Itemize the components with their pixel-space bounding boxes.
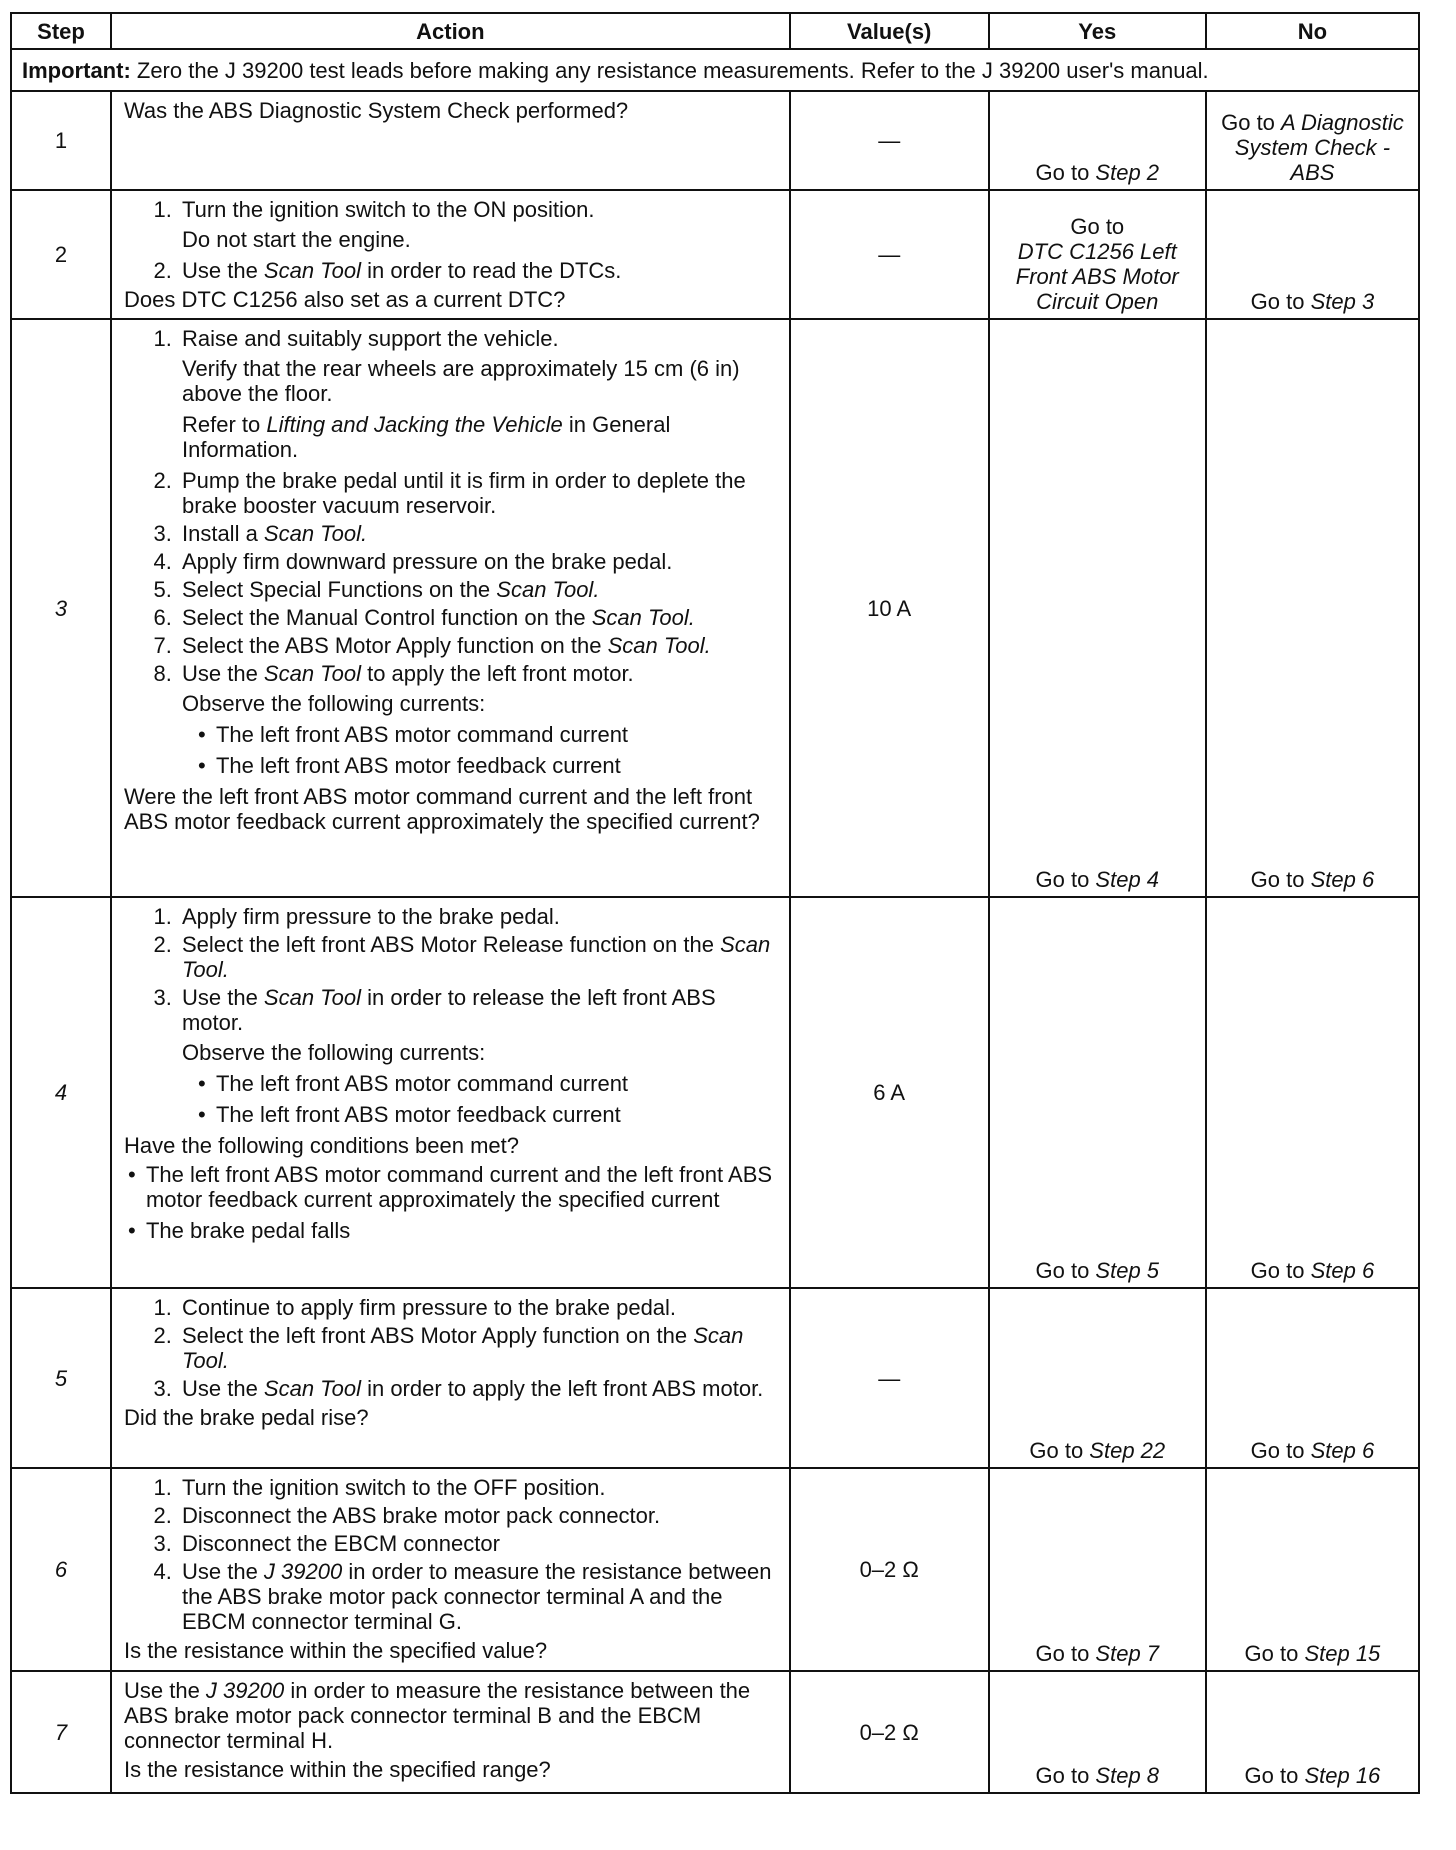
yes-cell (989, 319, 1206, 897)
yes-target-link[interactable]: Step 8 (1095, 1763, 1160, 1788)
list-item (178, 326, 777, 462)
yes-cell (989, 91, 1206, 190)
bullet-item: • The left front ABS motor feedback current (216, 753, 777, 778)
no-cell (1206, 91, 1419, 190)
list-item: 1. Turn the ignition switch to the OFF position. (178, 1475, 777, 1500)
condition-list (124, 1162, 777, 1243)
item-pre: Select Special Functions on the (181, 577, 497, 602)
item-italic: Scan Tool (263, 661, 361, 686)
item-italic: J 39200 (263, 1559, 343, 1584)
item-italic: Scan Tool. (181, 932, 771, 982)
value-cell: — (790, 190, 989, 319)
item-italic: Scan Tool. (263, 521, 368, 546)
no-target-link[interactable]: Step 16 (1304, 1763, 1381, 1788)
action-list (124, 326, 777, 778)
question-text: Does DTC C1256 also set as a current DTC? (123, 287, 566, 312)
yes-prefix: Go to (1035, 1258, 1096, 1283)
action-post: in order to measure the resistance between the ABS brake motor pack connector terminal B and the EBCM connector terminal H. (123, 1678, 751, 1753)
important-label: Important: (22, 57, 131, 83)
list-item: 3. Disconnect the EBCM connector (178, 1531, 777, 1556)
yes-cell (989, 897, 1206, 1288)
important-note-row (11, 49, 1419, 91)
bullet-item: • The left front ABS motor command current (216, 722, 777, 747)
no-prefix: Go to (1244, 1641, 1305, 1666)
question-text: Is the resistance within the specified range? (123, 1757, 551, 1782)
table-row (11, 190, 1419, 319)
yes-prefix: Go to (1029, 1438, 1090, 1463)
action-cell (111, 319, 790, 897)
item-post: in order to measure the resistance between the ABS brake motor pack connector terminal A and the EBCM connector terminal G. (181, 1559, 772, 1634)
question-text: Were the left front ABS motor command current and the left front ABS motor feedback current approximately the specified current? (123, 784, 760, 834)
item-pre: Use the (181, 258, 264, 283)
list-item: 2. Pump the brake pedal until it is firm in order to deplete the brake booster vacuum reservoir. (178, 468, 777, 518)
action-cell (111, 91, 790, 190)
no-target-link[interactable]: Step 6 (1310, 1258, 1375, 1283)
value-cell: 6 A (790, 897, 989, 1288)
value-cell: — (790, 91, 989, 190)
no-cell (1206, 1671, 1419, 1793)
step-number: 3 (11, 319, 111, 897)
yes-target-link[interactable]: DTC C1256 Left Front ABS Motor Circuit Open (1015, 239, 1179, 314)
table-row (11, 897, 1419, 1288)
table-row (11, 1468, 1419, 1671)
no-target-link[interactable]: Step 6 (1310, 867, 1375, 892)
item-italic: Scan Tool. (591, 605, 695, 630)
item-italic: Scan Tool (263, 1376, 361, 1401)
bullet-item: • The left front ABS motor feedback current (216, 1102, 777, 1127)
yes-target-link[interactable]: Step 5 (1095, 1258, 1160, 1283)
item-italic: Scan Tool. (496, 577, 600, 602)
item-text: Turn the ignition switch to the ON position. (181, 197, 595, 222)
item-italic: Scan Tool. (181, 1323, 744, 1373)
action-list (124, 197, 777, 283)
no-cell (1206, 190, 1419, 319)
note-pre: Refer to (181, 412, 267, 437)
list-item (178, 605, 777, 630)
no-prefix: Go to (1250, 289, 1311, 314)
item-pre: Use the (181, 985, 264, 1010)
action-cell (111, 1671, 790, 1793)
list-item (178, 633, 777, 658)
action-pre: Use the (123, 1678, 206, 1703)
action-cell (111, 190, 790, 319)
action-list (124, 1295, 777, 1401)
action-text (124, 1678, 777, 1753)
list-item: 4. Apply firm downward pressure on the brake pedal. (178, 549, 777, 574)
header-action: Action (111, 13, 790, 49)
bullet-item: • The left front ABS motor command current (216, 1071, 777, 1096)
action-cell (111, 1288, 790, 1468)
item-pre: Use the (181, 1559, 264, 1584)
bullet-list (182, 722, 777, 778)
yes-target-link[interactable]: Step 22 (1089, 1438, 1166, 1463)
no-target-link[interactable]: Step 15 (1304, 1641, 1381, 1666)
value-cell: 10 A (790, 319, 989, 897)
important-note (11, 49, 1419, 91)
no-target-link[interactable]: A Diagnostic System Check - ABS (1234, 110, 1404, 185)
bullet-list (182, 1071, 777, 1127)
item-italic: Scan Tool (263, 985, 361, 1010)
item-note: Do not start the engine. (181, 227, 411, 252)
item-post: in order to apply the left front ABS motor. (360, 1376, 764, 1401)
item-pre: Select the Manual Control function on the (181, 605, 592, 630)
no-prefix: Go to (1244, 1763, 1305, 1788)
no-cell (1206, 897, 1419, 1288)
no-prefix: Go to (1250, 867, 1311, 892)
list-item (178, 521, 777, 546)
step-number: 1 (11, 91, 111, 190)
step-number: 6 (11, 1468, 111, 1671)
table-row (11, 319, 1419, 897)
list-item: 1. Continue to apply firm pressure to the brake pedal. (178, 1295, 777, 1320)
yes-target-link[interactable]: Step 7 (1095, 1641, 1160, 1666)
no-target-link[interactable]: Step 6 (1310, 1438, 1375, 1463)
list-item: 2. Disconnect the ABS brake motor pack connector. (178, 1503, 777, 1528)
list-item (178, 661, 777, 778)
item-note: Observe the following currents: (181, 691, 486, 716)
yes-prefix: Go to (1035, 1763, 1096, 1788)
item-post: in order to release the left front ABS motor. (181, 985, 716, 1035)
step-number: 4 (11, 897, 111, 1288)
header-no: No (1206, 13, 1419, 49)
step-number: 2 (11, 190, 111, 319)
yes-prefix: Go to (1070, 214, 1125, 239)
item-italic: Scan Tool (263, 258, 361, 283)
list-item (178, 1559, 777, 1634)
item-post: in order to read the DTCs. (360, 258, 622, 283)
item-note: Verify that the rear wheels are approximately 15 cm (6 in) above the floor. (181, 356, 740, 406)
note-reference: Lifting and Jacking the Vehicle (266, 412, 563, 437)
table-row (11, 91, 1419, 190)
yes-prefix: Go to (1035, 867, 1096, 892)
action-cell (111, 897, 790, 1288)
value-cell: 0–2 Ω (790, 1671, 989, 1793)
no-target-link[interactable]: Step 3 (1310, 289, 1375, 314)
item-post: to apply the left front motor. (360, 661, 634, 686)
no-cell (1206, 319, 1419, 897)
yes-cell (989, 1468, 1206, 1671)
header-row (11, 13, 1419, 49)
action-list (124, 904, 777, 1127)
no-cell (1206, 1288, 1419, 1468)
item-note (182, 412, 777, 462)
item-italic: Scan Tool. (607, 633, 711, 658)
yes-target-link[interactable]: Step 4 (1095, 867, 1160, 892)
list-item (178, 577, 777, 602)
action-italic: J 39200 (205, 1678, 285, 1703)
item-pre: Install a (181, 521, 264, 546)
list-item (178, 197, 777, 252)
value-cell: — (790, 1288, 989, 1468)
item-pre: Use the (181, 661, 264, 686)
yes-prefix: Go to (1035, 160, 1096, 185)
item-note: Observe the following currents: (181, 1040, 486, 1065)
header-step: Step (11, 13, 111, 49)
list-item (178, 985, 777, 1127)
no-prefix: Go to (1250, 1258, 1311, 1283)
action-list (124, 1475, 777, 1634)
table-row (11, 1288, 1419, 1468)
list-item: 1. Apply firm pressure to the brake pedal. (178, 904, 777, 929)
yes-prefix: Go to (1035, 1641, 1096, 1666)
list-item (178, 932, 777, 982)
item-pre: Use the (181, 1376, 264, 1401)
diagnostic-table (10, 12, 1420, 1794)
important-text: Zero the J 39200 test leads before making any resistance measurements. Refer to the J 39200 user's manual. (130, 57, 1209, 83)
step-number: 7 (11, 1671, 111, 1793)
question-text: Have the following conditions been met? (123, 1133, 520, 1158)
yes-cell (989, 1671, 1206, 1793)
yes-target-link[interactable]: Step 2 (1095, 160, 1160, 185)
question-text: Is the resistance within the specified value? (123, 1638, 548, 1663)
list-item (178, 258, 777, 283)
note-post: in General Information. (181, 412, 671, 462)
no-prefix: Go to (1221, 110, 1282, 135)
list-item (178, 1376, 777, 1401)
question-text: Was the ABS Diagnostic System Check performed? (123, 98, 629, 123)
header-values: Value(s) (790, 13, 989, 49)
header-yes: Yes (989, 13, 1206, 49)
item-pre: Select the left front ABS Motor Apply function on the (181, 1323, 694, 1348)
no-cell (1206, 1468, 1419, 1671)
item-pre: Select the ABS Motor Apply function on the (181, 633, 608, 658)
item-text: Raise and suitably support the vehicle. (181, 326, 559, 351)
yes-cell (989, 190, 1206, 319)
value-cell: 0–2 Ω (790, 1468, 989, 1671)
no-prefix: Go to (1250, 1438, 1311, 1463)
step-number: 5 (11, 1288, 111, 1468)
question-text: Did the brake pedal rise? (123, 1405, 369, 1430)
condition-item: • The left front ABS motor command current and the left front ABS motor feedback current approximately the specified current (146, 1162, 777, 1212)
table-row (11, 1671, 1419, 1793)
list-item (178, 1323, 777, 1373)
yes-cell (989, 1288, 1206, 1468)
item-pre: Select the left front ABS Motor Release function on the (181, 932, 721, 957)
condition-item: • The brake pedal falls (146, 1218, 777, 1243)
action-cell (111, 1468, 790, 1671)
